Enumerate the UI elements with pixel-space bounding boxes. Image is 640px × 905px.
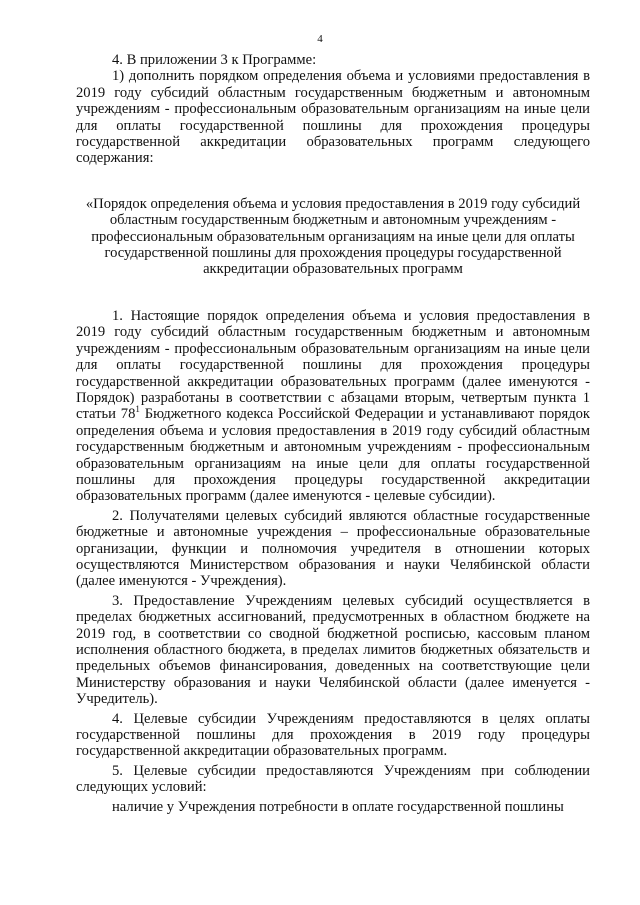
procedure-title: «Порядок определения объема и условия предоставления в 2019 году субсидий областным государственным бюджетным и автономным учреждениям - профессиональным образовательным организациям на иные цели для оплаты государственной пошлины для прохождения процедуры государственной аккредитации образовательных программ <box>85 195 581 278</box>
paragraph-1-text-b: Бюджетного кодекса Российской Федерации и устанавливают порядок определения объема и условия предоставления в 2019 году субсидий областным государственным бюджетным и автономным учреждениям - профессиональным образовательным организациям на иные цели для оплаты государственной пошлины для прохождения процедуры государственной аккредитации образовательных программ (далее именуются - целевые субсидии). <box>76 406 591 505</box>
page-number: 4 <box>317 33 323 45</box>
document-body <box>76 52 590 815</box>
paragraph-6: наличие у Учреждения потребности в оплате государственной пошлины <box>112 798 564 815</box>
paragraph-2: 2. Получателями целевых субсидий являются областные государственные бюджетные и автономные учреждения – профессиональные образовательные организации, функции и полномочия учредителя в отношении которых осуществляются Министерством образования и науки Челябинской области (далее именуются - Учреждения). <box>76 507 590 590</box>
article-superscript: 1 <box>135 404 140 415</box>
paragraph-3: 3. Предоставление Учреждениям целевых субсидий осуществляется в пределах бюджетных ассигнований, предусмотренных в областном бюджете на 2019 год, в соответствии со сводной бюджетной росписью, кассовым планом исполнения областного бюджета, в пределах лимитов бюджетных обязательств и предельных объемов финансирования, доведенных на соответствующие цели Министерству образования и науки Челябинской области (далее именуется - Учредитель). <box>76 592 590 708</box>
paragraph-1-text-a: 1. Настоящие порядок определения объема и условия предоставления в 2019 году субсидий областным государственным бюджетным и автономным учреждениям - профессиональным образовательным организациям на иные цели для оплаты государственной пошлины для прохождения процедуры государственной аккредитации образовательных программ (далее именуются - Порядок) разработаны в соответствии с абзацами вторым, четвертым пункта 1 статьи 78 <box>76 307 590 423</box>
paragraph-4: 4. Целевые субсидии Учреждениям предоставляются в целях оплаты государственной пошлины для прохождения в 2019 году процедуры государственной аккредитации образовательных программ. <box>76 710 590 760</box>
amendment-item-1: 1) дополнить порядком определения объема и условиями предоставления в 2019 году субсидий областным государственным бюджетным и автономным учреждениям - профессиональным образовательным организациям на иные цели для оплаты государственной пошлины для прохождения процедуры государственной аккредитации образовательных программ следующего содержания: <box>76 68 590 167</box>
paragraph-5: 5. Целевые субсидии предоставляются Учреждениям при соблюдении следующих условий: <box>76 762 590 796</box>
paragraph-1 <box>76 308 590 505</box>
section-heading: 4. В приложении 3 к Программе: <box>112 52 317 68</box>
